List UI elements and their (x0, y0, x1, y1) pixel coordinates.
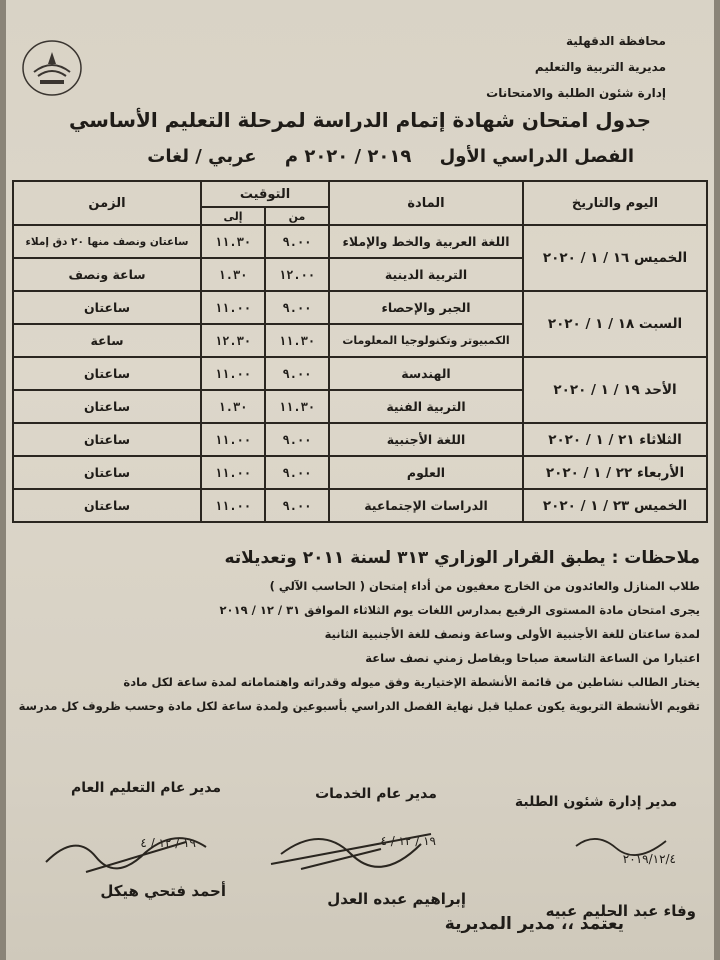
note-item: يجرى امتحان مادة المستوى الرفيع بمدارس اللغات يوم الثلاثاء الموافق ٣١ / ١٢ / ٢٠١٩ (219, 603, 700, 617)
ministry-logo-icon (20, 38, 84, 100)
header-directorate: مديرية التربية والتعليم (534, 60, 666, 74)
col-header-to: إلى (201, 207, 265, 225)
from-cell: ٩.٠٠ (265, 225, 329, 258)
subject-cell: الجبر والإحصاء (329, 291, 523, 324)
col-header-from: من (265, 207, 329, 225)
signature-name: إبراهيم عبده العدل (327, 890, 466, 908)
day-cell: الخميس ١٦ / ١ / ٢٠٢٠ (523, 225, 707, 291)
to-cell: ١٢.٣٠ (201, 324, 265, 357)
duration-cell: ساعة (13, 324, 201, 357)
signatures-row (6, 770, 696, 920)
notes-title: ملاحظات : يطبق القرار الوزاري ٣١٣ لسنة ٢٠١١ وتعديلاته (224, 548, 700, 568)
subject-cell: الدراسات الإجتماعية (329, 489, 523, 522)
day-cell: الخميس ٢٣ / ١ / ٢٠٢٠ (523, 489, 707, 522)
subject-cell: الكمبيوتر وتكنولوجيا المعلومات (329, 324, 523, 357)
document-page (6, 0, 714, 960)
col-header-timing: التوقيت (201, 181, 329, 207)
to-cell: ١١.٣٠ (201, 225, 265, 258)
subject-cell: التربية الفنية (329, 390, 523, 423)
duration-cell: ساعتان (13, 357, 201, 390)
duration-cell: ساعتان (13, 489, 201, 522)
note-item: يختار الطالب نشاطين من قائمة الأنشطة الإختيارية وفق ميوله وقدراته واهتماماته لمدة ساعة لكل مادة (123, 675, 700, 689)
from-cell: ١١.٣٠ (265, 390, 329, 423)
signature-date: ١٩ / ١٢ / ٤ (140, 836, 196, 850)
term-label: الفصل الدراسي الأول (439, 146, 634, 167)
to-cell: ١١.٠٠ (201, 423, 265, 456)
table-row (13, 225, 707, 258)
subject-cell: اللغة العربية والخط والإملاء (329, 225, 523, 258)
subject-cell: الهندسة (329, 357, 523, 390)
duration-cell: ساعتان (13, 423, 201, 456)
note-item: تقويم الأنشطة التربوية يكون عمليا قبل نهاية الفصل الدراسي بأسبوعين ولمدة ساعة لكل مادة وحسب ظروف كل مدرسة (18, 699, 700, 713)
note-item: لمدة ساعتان للغة الأجنبية الأولى وساعة ونصف للغة الأجنبية الثانية (324, 627, 700, 641)
exam-schedule-table (12, 180, 708, 523)
duration-cell: ساعتان ونصف منها ٢٠ دق إملاء (13, 225, 201, 258)
to-cell: ١١.٠٠ (201, 357, 265, 390)
from-cell: ١٢.٠٠ (265, 258, 329, 291)
header-governorate: محافظة الدقهلية (566, 34, 666, 48)
table-row (13, 489, 707, 522)
table-row (13, 357, 707, 390)
col-header-subject: المادة (329, 181, 523, 225)
day-cell: الثلاثاء ٢١ / ١ / ٢٠٢٠ (523, 423, 707, 456)
signature-role: مدير عام التعليم العام (71, 780, 221, 796)
day-cell: الأحد ١٩ / ١ / ٢٠٢٠ (523, 357, 707, 423)
table-row (13, 456, 707, 489)
subject-cell: اللغة الأجنبية (329, 423, 523, 456)
from-cell: ٩.٠٠ (265, 423, 329, 456)
from-cell: ١١.٣٠ (265, 324, 329, 357)
signature-role: مدير إدارة شئون الطلبة (514, 794, 678, 810)
day-cell: الأربعاء ٢٢ / ١ / ٢٠٢٠ (523, 456, 707, 489)
col-header-day: اليوم والتاريخ (523, 181, 707, 225)
from-cell: ٩.٠٠ (265, 291, 329, 324)
from-cell: ٩.٠٠ (265, 489, 329, 522)
to-cell: ١.٣٠ (201, 258, 265, 291)
table-row (13, 423, 707, 456)
year-label: ٢٠١٩ / ٢٠٢٠ م (284, 146, 412, 167)
signature-scribble-icon (36, 822, 226, 882)
to-cell: ١١.٠٠ (201, 489, 265, 522)
table-row (13, 291, 707, 324)
signature-name: أحمد فتحي هيكل (100, 882, 226, 900)
subject-cell: التربية الدينية (329, 258, 523, 291)
signature-name: وفاء عبد الحليم عبيه (545, 902, 696, 920)
signature-role: مدير عام الخدمات (315, 786, 437, 802)
day-cell: السبت ١٨ / ١ / ٢٠٢٠ (523, 291, 707, 357)
track-label: عربي / لغات (147, 146, 257, 167)
note-item: طلاب المنازل والعائدون من الخارج معفيون من أداء إمتحان ( الحاسب الآلي ) (269, 579, 700, 593)
to-cell: ١١.٠٠ (201, 456, 265, 489)
note-item: اعتبارا من الساعة التاسعة صباحا وبفاصل زمني نصف ساعة (365, 651, 700, 665)
duration-cell: ساعتان (13, 456, 201, 489)
col-header-duration: الزمن (13, 181, 201, 225)
signature-date: ٢٠١٩/١٢/٤ (622, 852, 676, 866)
signature-scribble-icon (261, 814, 441, 874)
signature-scribble-icon (566, 826, 686, 866)
duration-cell: ساعة ونصف (13, 258, 201, 291)
subject-cell: العلوم (329, 456, 523, 489)
signature-date: ١٩ / ١٢ / ٤ (380, 834, 436, 848)
duration-cell: ساعتان (13, 390, 201, 423)
to-cell: ١.٣٠ (201, 390, 265, 423)
from-cell: ٩.٠٠ (265, 456, 329, 489)
from-cell: ٩.٠٠ (265, 357, 329, 390)
notes-block (10, 548, 700, 722)
duration-cell: ساعتان (13, 291, 201, 324)
page-title: جدول امتحان شهادة إتمام الدراسة لمرحلة التعليم الأساسي (68, 108, 652, 132)
header-block (486, 28, 666, 106)
approval-footer: يعتمد ،، مدير المديرية (444, 914, 624, 934)
header-department: إدارة شئون الطلبة والامتحانات (486, 86, 666, 100)
to-cell: ١١.٠٠ (201, 291, 265, 324)
subtitle (125, 146, 634, 167)
